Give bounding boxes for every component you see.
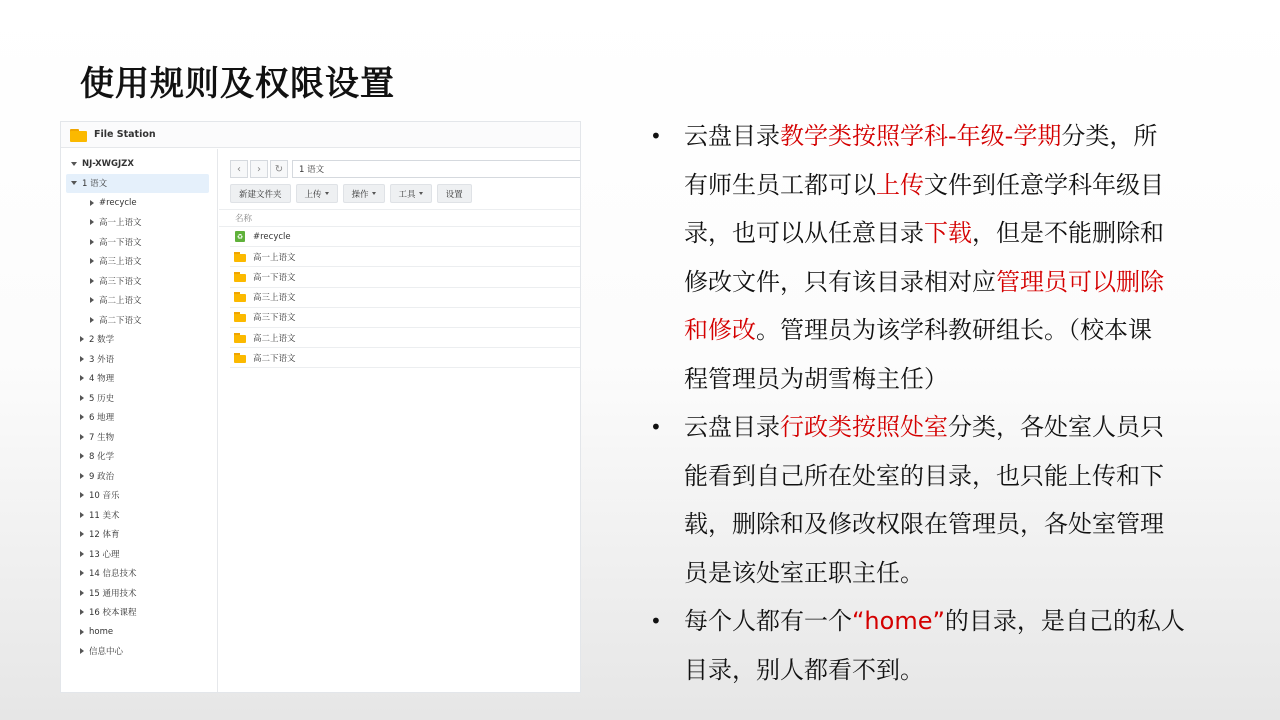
tree-root-label: NJ-XWGJZX — [82, 158, 134, 169]
bullet-line — [684, 452, 1250, 501]
bullet-text: 分类，各处室人员只 — [948, 413, 1164, 441]
bullet-line — [684, 646, 1250, 695]
bullet-item — [650, 597, 1250, 694]
tree-item-label: 12 体育 — [89, 530, 120, 541]
expand-right-icon[interactable] — [80, 336, 84, 342]
chevron-right-icon[interactable]: › — [250, 160, 268, 178]
file-name: 高二上语文 — [253, 333, 296, 344]
tree-item[interactable] — [61, 642, 217, 662]
tree-item-label: #recycle — [99, 197, 137, 208]
tree-item-label: 5 历史 — [89, 393, 115, 404]
tree-item-label: 9 政治 — [89, 471, 115, 482]
folder-icon — [70, 128, 87, 142]
expand-right-icon[interactable] — [90, 219, 94, 225]
expand-right-icon[interactable] — [80, 570, 84, 576]
toolbar — [219, 178, 580, 203]
file-row[interactable] — [230, 247, 580, 267]
tree-item[interactable] — [61, 505, 217, 525]
bullet-text: 录，也可以从任意目录 — [684, 219, 924, 247]
expand-right-icon[interactable] — [80, 434, 84, 440]
bullet-line — [684, 403, 1250, 452]
bullet-item — [650, 403, 1250, 597]
highlight-text: “home” — [852, 607, 945, 635]
file-station-window — [60, 121, 581, 693]
bullet-text: 的目录，是自己的私人 — [944, 607, 1185, 635]
tree-item[interactable] — [61, 271, 217, 291]
tree-item[interactable] — [61, 447, 217, 467]
bullet-text: 有师生员工都可以 — [684, 170, 876, 199]
tree-item-label: 高三上语文 — [99, 257, 142, 268]
bullet-list — [650, 112, 1250, 694]
tree-item[interactable] — [61, 427, 217, 447]
folder-icon — [234, 292, 246, 302]
bullet-line — [684, 161, 1250, 210]
tree-item[interactable] — [61, 232, 217, 252]
file-name: 高一下语文 — [253, 272, 296, 283]
file-row[interactable] — [230, 328, 580, 348]
highlight-text: 教学类按照学科-年级-学期 — [780, 122, 1062, 150]
tree-item-label: 高二上语文 — [99, 296, 142, 307]
bullet-text: 云盘目录 — [684, 122, 780, 150]
expand-right-icon[interactable] — [80, 590, 84, 596]
tree-item[interactable] — [61, 544, 217, 564]
bullet-line — [684, 209, 1250, 258]
bullet-dot-icon: • — [650, 415, 662, 439]
settings-button[interactable] — [437, 184, 472, 203]
tree-item[interactable] — [61, 291, 217, 311]
bullet-dot-icon: • — [650, 609, 662, 633]
highlight-text: 上传 — [876, 170, 924, 199]
expand-right-icon[interactable] — [80, 648, 84, 654]
expand-right-icon[interactable] — [90, 297, 94, 303]
action-button[interactable] — [343, 184, 385, 203]
caret-down-icon — [325, 192, 329, 195]
new-folder-button[interactable] — [230, 184, 291, 203]
navigation-bar — [219, 149, 580, 178]
bullet-line — [684, 306, 1250, 355]
bullet-line — [684, 355, 1250, 404]
expand-right-icon[interactable] — [80, 551, 84, 557]
highlight-text: 和修改 — [684, 316, 756, 344]
tree-item-label: 高三下语文 — [99, 276, 142, 287]
folder-icon — [234, 353, 246, 363]
caret-down-icon — [372, 192, 376, 195]
upload-label: 上传 — [304, 189, 322, 200]
expand-right-icon[interactable] — [80, 356, 84, 362]
file-row[interactable] — [230, 267, 580, 287]
path-field[interactable]: 1 语文 — [292, 160, 580, 178]
highlight-text: 下载 — [924, 219, 972, 247]
folder-icon — [234, 272, 246, 282]
tree-item[interactable] — [61, 388, 217, 408]
tree-item-label: 2 数学 — [89, 335, 115, 346]
tree-item[interactable] — [61, 408, 217, 428]
chevron-left-icon[interactable]: ‹ — [230, 160, 248, 178]
recycle-bin-icon: ♻ — [236, 232, 244, 241]
highlight-text: 行政类按照处室 — [780, 413, 948, 441]
settings-label: 设置 — [445, 189, 463, 200]
expand-right-icon[interactable] — [90, 258, 94, 264]
bullet-text: 载，删除和及修改权限在管理员，各处室管理 — [684, 510, 1164, 538]
file-list — [219, 227, 580, 368]
file-name: 高三下语文 — [253, 313, 296, 324]
bullet-dot-icon: • — [650, 124, 662, 148]
bullet-line — [684, 597, 1250, 646]
tree-item[interactable] — [61, 603, 217, 623]
tree-root[interactable] — [61, 154, 217, 174]
file-row[interactable] — [230, 227, 580, 247]
folder-icon — [234, 333, 246, 343]
tree-item-label: 8 化学 — [89, 452, 115, 463]
bullet-text: 云盘目录 — [684, 413, 780, 441]
highlight-text: 管理员可以删除 — [996, 267, 1164, 296]
tree-item[interactable] — [61, 252, 217, 272]
tree-item-label: 3 外语 — [89, 354, 115, 365]
column-name-label: 名称 — [235, 214, 253, 224]
expand-right-icon[interactable] — [80, 531, 84, 537]
column-header-name[interactable] — [219, 209, 580, 227]
refresh-icon[interactable]: ↻ — [270, 160, 288, 178]
slide-title: 使用规则及权限设置 — [80, 64, 395, 104]
tree-item-label: 6 地理 — [89, 413, 115, 424]
expand-right-icon[interactable] — [80, 609, 84, 615]
tree-item-label: 信息中心 — [89, 647, 124, 658]
expand-right-icon[interactable] — [80, 473, 84, 479]
tree-item[interactable] — [61, 583, 217, 603]
file-row[interactable] — [230, 348, 580, 368]
tree-item-label: 10 音乐 — [89, 491, 120, 502]
file-list-pane — [219, 149, 580, 692]
bullet-text: 修改文件，只有该目录相对应 — [684, 267, 996, 296]
bullet-text: 程管理员为胡雪梅主任） — [684, 364, 948, 393]
bullet-text: 目录，别人都看不到。 — [684, 655, 924, 684]
file-row[interactable] — [230, 308, 580, 328]
file-name: #recycle — [253, 231, 291, 242]
upload-button[interactable] — [296, 184, 338, 203]
tree-item[interactable] — [61, 466, 217, 486]
bullet-line — [684, 112, 1250, 161]
tree-item-label: home — [89, 626, 114, 637]
tree-item[interactable] — [61, 310, 217, 330]
expand-right-icon[interactable] — [80, 453, 84, 459]
bullet-line — [684, 500, 1250, 549]
expand-right-icon[interactable] — [90, 317, 94, 323]
tree-item-label: 高一上语文 — [99, 218, 142, 229]
tree-item-label: 15 通用技术 — [89, 588, 137, 599]
tree-item-label: 7 生物 — [89, 432, 115, 443]
expand-right-icon[interactable] — [80, 492, 84, 498]
tree-item-label: 14 信息技术 — [89, 569, 137, 580]
tree-item-label: 13 心理 — [89, 549, 120, 560]
tree-item-label: 高一下语文 — [99, 237, 142, 248]
bullet-text: ，但是不能删除和 — [972, 219, 1164, 247]
tree-item-label: 16 校本课程 — [89, 608, 137, 619]
expand-right-icon[interactable] — [90, 278, 94, 284]
tree-item[interactable] — [61, 525, 217, 545]
file-name: 高三上语文 — [253, 293, 296, 304]
file-row[interactable] — [230, 288, 580, 308]
expand-down-icon[interactable] — [71, 162, 77, 166]
new-folder-label: 新建文件夹 — [239, 189, 282, 200]
file-name: 高一上语文 — [253, 252, 296, 263]
tree-item-label: 高二下语文 — [99, 315, 142, 326]
expand-right-icon[interactable] — [80, 375, 84, 381]
file-station-header — [61, 122, 580, 148]
folder-icon — [234, 312, 246, 322]
expand-right-icon[interactable] — [90, 239, 94, 245]
tools-label: 工具 — [398, 189, 416, 200]
file-name: 高二下语文 — [253, 353, 296, 364]
action-label: 操作 — [351, 189, 369, 200]
folder-tree — [61, 149, 218, 692]
tools-button[interactable] — [390, 184, 432, 203]
tree-item[interactable] — [61, 349, 217, 369]
bullet-text: 。管理员为该学科教研组长。（校本课 — [756, 316, 1152, 344]
bullet-text: 文件到任意学科年级目 — [924, 170, 1164, 199]
bullet-line — [684, 258, 1250, 307]
expand-right-icon[interactable] — [80, 414, 84, 420]
bullet-text: 能看到自己所在处室的目录，也只能上传和下 — [684, 461, 1164, 490]
bullet-line — [684, 549, 1250, 598]
tree-item[interactable] — [61, 330, 217, 350]
bullet-text: 每个人都有一个 — [684, 607, 852, 635]
expand-right-icon[interactable] — [80, 512, 84, 518]
app-title: File Station — [94, 129, 156, 140]
expand-right-icon[interactable] — [90, 200, 94, 206]
tree-item-selected[interactable] — [66, 174, 209, 194]
folder-icon — [234, 252, 246, 262]
expand-down-icon[interactable] — [71, 181, 77, 185]
tree-item[interactable] — [61, 486, 217, 506]
bullet-text: 员是该处室正职主任。 — [684, 558, 924, 587]
tree-item[interactable] — [61, 193, 217, 213]
tree-item[interactable] — [61, 369, 217, 389]
tree-item[interactable] — [61, 622, 217, 642]
tree-item[interactable] — [61, 213, 217, 233]
bullet-text: 分类，所 — [1061, 122, 1158, 150]
tree-item-label: 11 美术 — [89, 510, 120, 521]
expand-right-icon[interactable] — [80, 629, 84, 635]
tree-item-label: 4 物理 — [89, 374, 115, 385]
tree-item-label: 1 语文 — [82, 179, 108, 190]
tree-item[interactable] — [61, 564, 217, 584]
bullet-item — [650, 112, 1250, 403]
expand-right-icon[interactable] — [80, 395, 84, 401]
caret-down-icon — [419, 192, 423, 195]
